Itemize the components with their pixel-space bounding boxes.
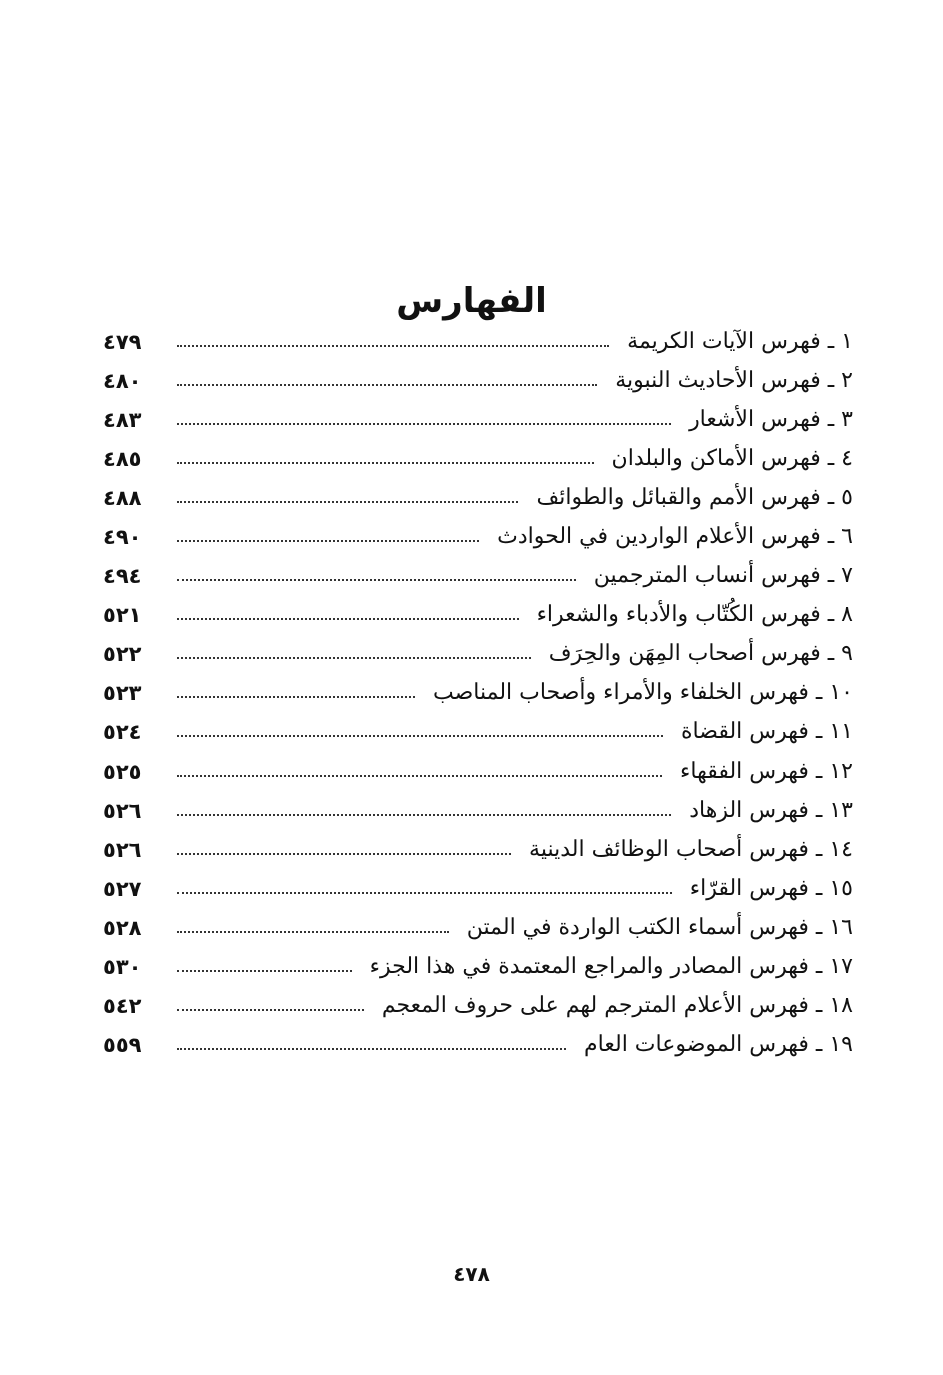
dot-leader	[177, 384, 597, 386]
dot-leader	[177, 696, 415, 698]
toc-entry-label: ٨ ـ فهرس الكُتّاب والأدباء والشعراء	[536, 602, 853, 628]
toc-entry	[103, 1026, 853, 1065]
toc-entry	[103, 987, 853, 1026]
toc-entry	[103, 517, 853, 556]
toc-entry-page: ٤٧٩	[103, 329, 142, 354]
toc-entry-label: ١٣ ـ فهرس الزهاد	[689, 797, 853, 823]
dot-leader	[177, 501, 518, 503]
toc-entry-label: ١٤ ـ فهرس أصحاب الوظائف الدينية	[529, 836, 853, 862]
toc-entry-page: ٥٤٢	[103, 994, 142, 1019]
dot-leader	[177, 423, 671, 425]
toc-entry-page: ٥٢٤	[103, 720, 142, 745]
toc-entry-page: ٥٢٥	[103, 759, 142, 784]
dot-leader	[177, 1009, 364, 1011]
toc-entry-label: ١٧ ـ فهرس المصادر والمراجع المعتمدة في هذا الجزء	[369, 954, 853, 980]
toc-entry-page: ٤٨٥	[103, 446, 142, 471]
toc-entry-page: ٥٢٦	[103, 798, 142, 823]
table-of-contents	[103, 322, 853, 1065]
dot-leader	[177, 814, 671, 816]
toc-entry-page: ٥٢٢	[103, 642, 142, 667]
toc-entry	[103, 361, 853, 400]
page-number: ٤٧٨	[453, 1262, 490, 1286]
dot-leader	[177, 540, 479, 542]
toc-entry	[103, 948, 853, 987]
toc-entry	[103, 713, 853, 752]
toc-entry-label: ٢ ـ فهرس الأحاديث النبوية	[615, 367, 853, 393]
toc-entry-label: ٤ ـ فهرس الأماكن والبلدان	[611, 445, 853, 471]
dot-leader	[177, 345, 609, 347]
toc-entry	[103, 908, 853, 947]
toc-entry	[103, 439, 853, 478]
toc-entry-page: ٤٨٣	[103, 407, 142, 432]
toc-entry-label: ١٦ ـ فهرس أسماء الكتب الواردة في المتن	[466, 914, 853, 940]
toc-entry-page: ٥٣٠	[103, 955, 142, 980]
toc-entry-label: ١٥ ـ فهرس القرّاء	[689, 875, 853, 901]
toc-entry-page: ٤٩٤	[103, 564, 142, 589]
dot-leader	[177, 931, 449, 933]
toc-entry-page: ٥٢٨	[103, 915, 142, 940]
toc-entry-label: ١٨ ـ فهرس الأعلام المترجم لهم على حروف المعجم	[381, 993, 853, 1019]
toc-entry	[103, 557, 853, 596]
dot-leader	[177, 1048, 566, 1050]
dot-leader	[177, 657, 531, 659]
toc-entry	[103, 791, 853, 830]
toc-entry-label: ٦ ـ فهرس الأعلام الواردين في الحوادث	[497, 524, 853, 550]
toc-entry	[103, 674, 853, 713]
toc-entry-label: ٣ ـ فهرس الأشعار	[689, 406, 853, 432]
toc-entry	[103, 322, 853, 361]
dot-leader	[177, 970, 352, 972]
toc-entry	[103, 830, 853, 869]
toc-entry-page: ٥٢١	[103, 603, 142, 628]
dot-leader	[177, 579, 576, 581]
toc-entry-page: ٤٩٠	[103, 525, 142, 550]
dot-leader	[177, 618, 519, 620]
toc-entry-page: ٥٢٧	[103, 876, 142, 901]
toc-entry-page: ٥٢٦	[103, 837, 142, 862]
toc-entry-page: ٤٨٠	[103, 368, 142, 393]
dot-leader	[177, 775, 662, 777]
toc-entry-label: ١٠ ـ فهرس الخلفاء والأمراء وأصحاب المناصب	[432, 680, 853, 706]
toc-entry	[103, 869, 853, 908]
toc-entry-page: ٥٢٣	[103, 681, 142, 706]
dot-leader	[177, 853, 511, 855]
toc-entry-label: ١١ ـ فهرس القضاة	[681, 719, 853, 745]
toc-entry-label: ١٩ ـ فهرس الموضوعات العام	[584, 1032, 853, 1058]
page-title: الفهارس	[396, 281, 547, 321]
toc-entry	[103, 596, 853, 635]
toc-entry-label: ١٢ ـ فهرس الفقهاء	[680, 758, 853, 784]
toc-entry-label: ٩ ـ فهرس أصحاب المِهَن والحِرَف	[548, 641, 853, 667]
toc-entry	[103, 400, 853, 439]
toc-entry-page: ٤٨٨	[103, 485, 142, 510]
toc-entry-page: ٥٥٩	[103, 1033, 142, 1058]
toc-entry-label: ٥ ـ فهرس الأمم والقبائل والطوائف	[536, 484, 853, 510]
dot-leader	[177, 892, 672, 894]
toc-entry-label: ١ ـ فهرس الآيات الكريمة	[627, 328, 853, 354]
toc-entry-label: ٧ ـ فهرس أنساب المترجمين	[593, 563, 853, 589]
toc-entry	[103, 752, 853, 791]
dot-leader	[177, 735, 663, 737]
dot-leader	[177, 462, 594, 464]
toc-entry	[103, 635, 853, 674]
toc-entry	[103, 478, 853, 517]
